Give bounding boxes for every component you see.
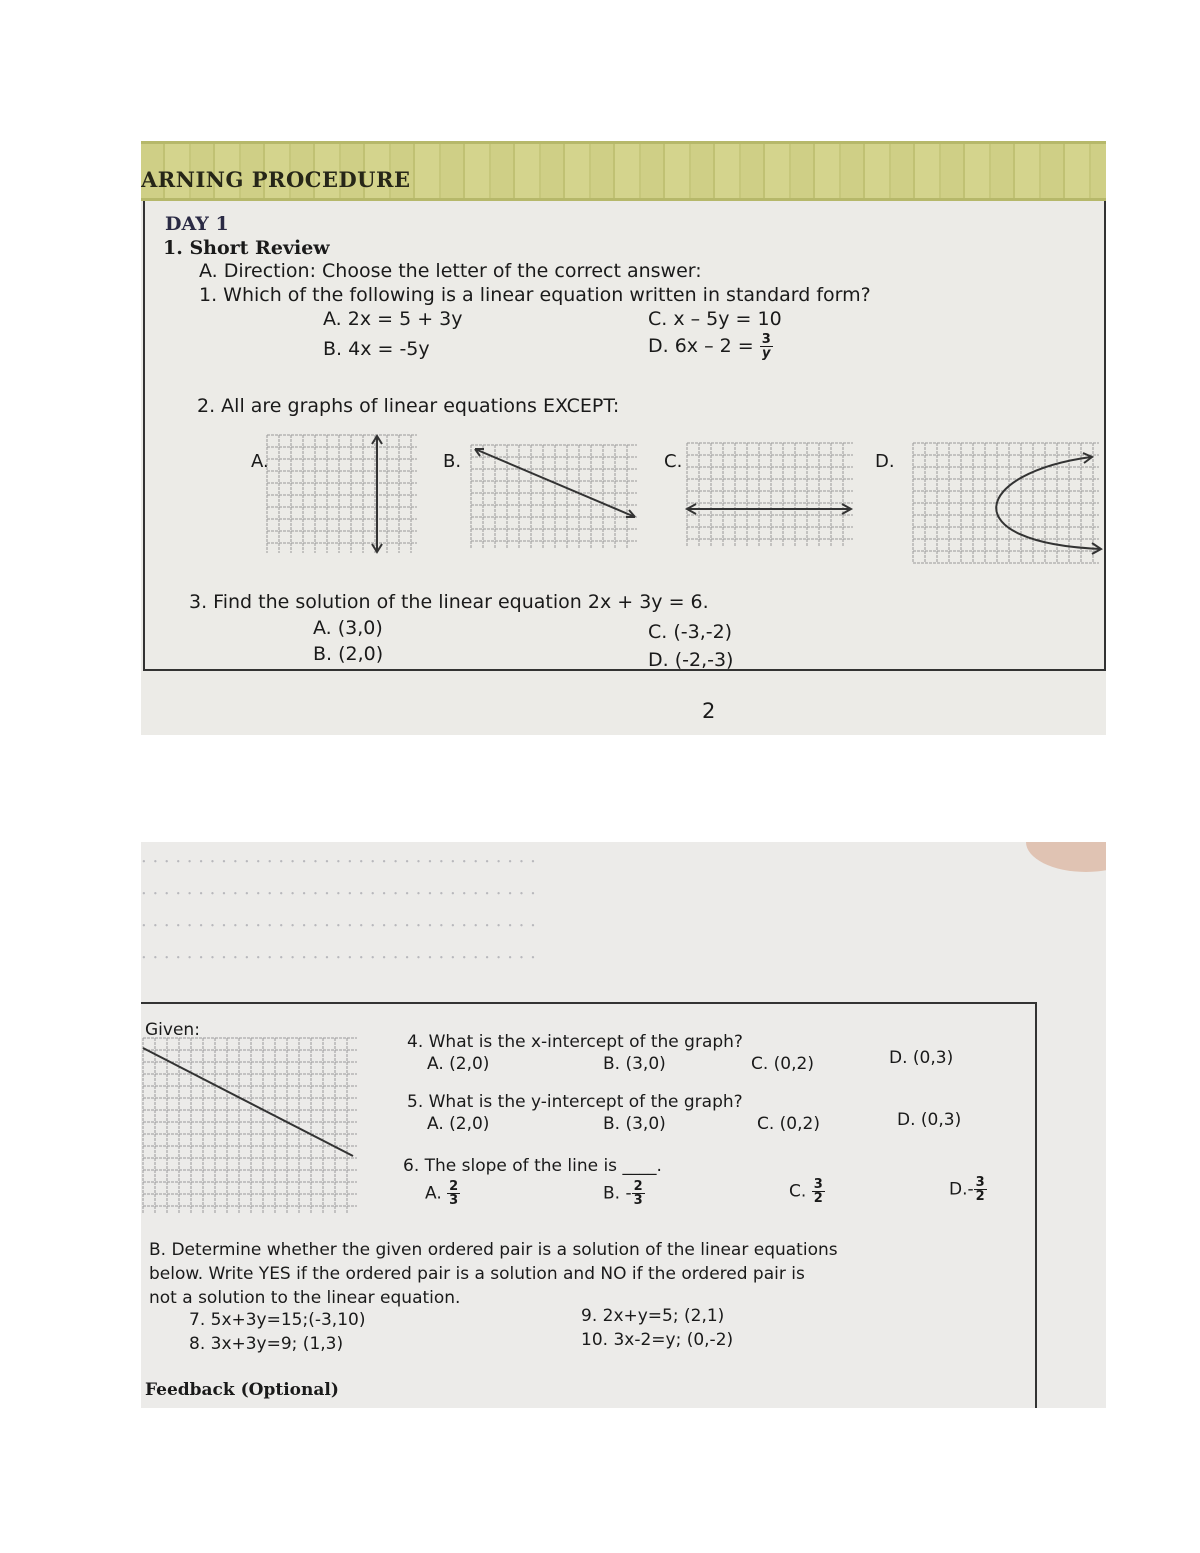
given-graph (143, 1038, 357, 1214)
graph-b-grid (471, 445, 637, 549)
feedback-heading: Feedback (Optional) (145, 1380, 339, 1400)
part-b-instruction-line-2: below. Write YES if the ordered pair is a solution and NO if the ordered pair is (149, 1264, 805, 1284)
q2-label-a: A. (251, 451, 269, 472)
q5-option-d: D. (0,3) (897, 1110, 962, 1130)
day-title: DAY 1 (165, 213, 229, 235)
page-number: 2 (702, 699, 716, 723)
given-graph-line (143, 1048, 353, 1156)
question-1-text: 1. Which of the following is a linear equation written in standard form? (199, 284, 871, 306)
direction-text: A. Direction: Choose the letter of the correct answer: (199, 260, 702, 282)
q6-option-d (949, 1176, 987, 1203)
fraction-numerator: 3 (975, 1175, 985, 1190)
graph-c-horizontal-line (687, 443, 853, 547)
worksheet-photo-top (141, 141, 1106, 735)
q1-option-d (648, 333, 773, 360)
worksheet-photo-bottom (141, 842, 1106, 1408)
part-b-instruction-line-1: B. Determine whether the given ordered pair is a solution of the linear equations (149, 1240, 838, 1260)
bleed-through-text: · · · · · · · · · · · · · · · · · · · · · · · · · · · · · · · · · · · (141, 946, 536, 967)
option-letter: C. (789, 1181, 807, 1202)
fraction-denominator: y (762, 346, 771, 361)
fraction-denominator: 3 (633, 1193, 643, 1208)
fraction-numerator: 3 (761, 332, 771, 347)
item-8: 8. 3x+3y=9; (1,3) (189, 1334, 344, 1354)
q1-option-d-text: D. 6x – 2 = (648, 335, 754, 357)
option-letter: A. (425, 1183, 442, 1204)
q1-option-c: C. x – 5y = 10 (648, 308, 782, 330)
q4-option-b: B. (3,0) (603, 1054, 666, 1074)
option-letter: D. (949, 1179, 968, 1200)
option-sign: - (625, 1183, 632, 1204)
q3-option-d: D. (-2,-3) (648, 649, 734, 671)
option-fraction (974, 1176, 987, 1203)
fraction-numerator: 2 (449, 1179, 459, 1194)
given-label: Given: (145, 1020, 200, 1040)
q5-option-c: C. (0,2) (757, 1114, 820, 1134)
q2-label-c: C. (664, 451, 683, 472)
option-fraction (812, 1178, 825, 1205)
q4-option-d: D. (0,3) (889, 1048, 954, 1068)
item-7: 7. 5x+3y=15;(-3,10) (189, 1310, 366, 1330)
q3-option-c: C. (-3,-2) (648, 621, 733, 643)
bleed-through-text: · · · · · · · · · · · · · · · · · · · · · · · · · · · · · · · · · · · (141, 850, 536, 871)
graph-d-parabola (913, 443, 1099, 563)
fraction-denominator: 2 (975, 1189, 985, 1204)
q2-label-d: D. (875, 451, 895, 472)
q1-option-b: B. 4x = -5y (323, 338, 430, 360)
option-fraction (447, 1180, 460, 1207)
q6-option-a (425, 1180, 460, 1207)
item-10: 10. 3x-2=y; (0,-2) (581, 1330, 734, 1350)
q4-option-c: C. (0,2) (751, 1054, 814, 1074)
question-5-text: 5. What is the y-intercept of the graph? (407, 1092, 743, 1112)
question-4-text: 4. What is the x-intercept of the graph? (407, 1032, 743, 1052)
question-3-text: 3. Find the solution of the linear equation 2x + 3y = 6. (189, 591, 709, 613)
question-2-text: 2. All are graphs of linear equations EXCEPT: (197, 395, 620, 417)
item-9: 9. 2x+y=5; (2,1) (581, 1306, 725, 1326)
option-letter: B. (603, 1183, 621, 1204)
q4-option-a: A. (2,0) (427, 1054, 490, 1074)
graph-c-grid (687, 443, 853, 547)
q5-option-b: B. (3,0) (603, 1114, 666, 1134)
graph-b-decreasing-line (471, 445, 637, 549)
bleed-through-text: · · · · · · · · · · · · · · · · · · · · · · · · · · · · · · · · · · · (141, 914, 536, 935)
q1-option-d-fraction (760, 333, 773, 360)
q1-option-a: A. 2x = 5 + 3y (323, 308, 463, 330)
option-sign: - (967, 1179, 974, 1200)
bleed-through-text: · · · · · · · · · · · · · · · · · · · · · · · · · · · · · · · · · · · (141, 882, 536, 903)
question-6-text: 6. The slope of the line is ____. (403, 1156, 662, 1176)
banner-title: ARNING PROCEDURE (141, 167, 411, 192)
fraction-denominator: 3 (449, 1193, 459, 1208)
fraction-numerator: 2 (633, 1179, 643, 1194)
part-b-instruction-line-3: not a solution to the linear equation. (149, 1288, 461, 1308)
fraction-numerator: 3 (813, 1177, 823, 1192)
graph-a-vertical-line (267, 435, 417, 553)
q2-label-b: B. (443, 451, 462, 472)
q6-option-c (789, 1178, 825, 1205)
q5-option-a: A. (2,0) (427, 1114, 490, 1134)
graph-a-grid (267, 435, 417, 553)
q3-option-b: B. (2,0) (313, 643, 384, 665)
fraction-denominator: 2 (813, 1191, 823, 1206)
q6-option-b (603, 1180, 645, 1207)
section-title: 1. Short Review (163, 237, 330, 259)
option-fraction (632, 1180, 645, 1207)
q3-option-a: A. (3,0) (313, 617, 383, 639)
